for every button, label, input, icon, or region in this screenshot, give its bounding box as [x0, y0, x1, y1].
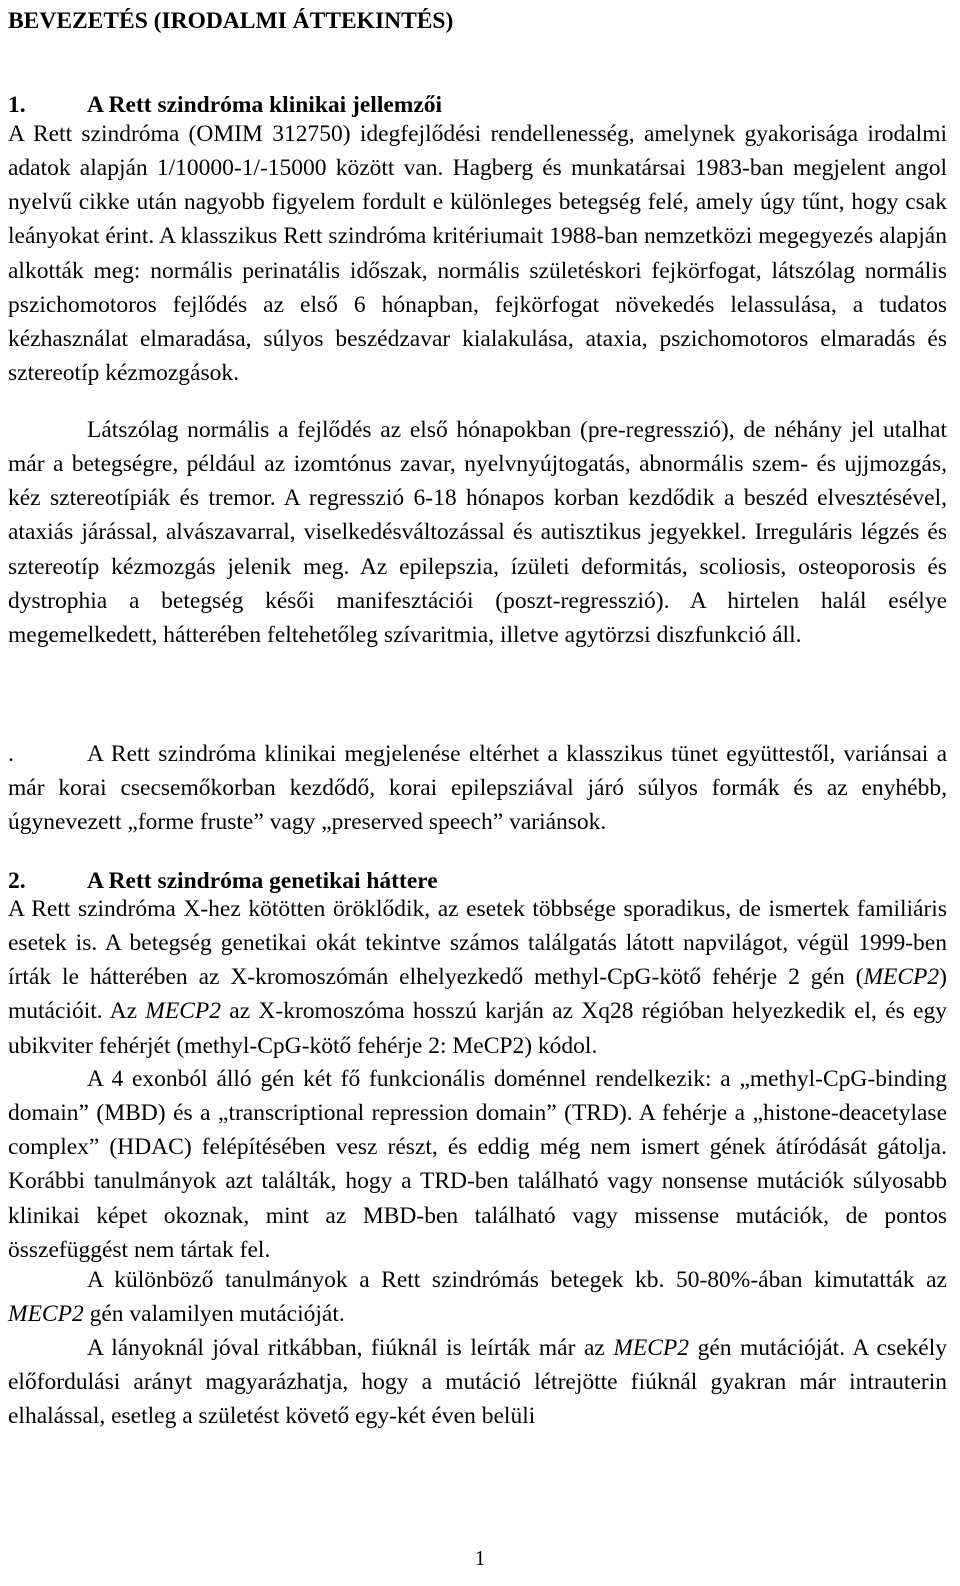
section-1-paragraph-3-text: A Rett szindróma klinikai megjelenése eltérhet a klasszikus tünet együttestől, variánsai a már korai csecsemőkorban kezdődő, korai epilepsziával járó súlyos formák és az enyhébb, úgynevezett „forme fruste” vagy „preserved speech” variánsok.: [8, 741, 947, 836]
section-2-paragraph-1-text-a: A Rett szindróma X-hez kötötten öröklődik, az esetek többsége sporadikus, de ismertek familiáris esetek is. A betegség genetikai okát tekintve számos találgatás látott napvilágot, végül 1999-ben írták le hátterében az X-kromoszómán elhelyezkedő methyl-CpG-kötő fehérje 2 gén (: [8, 896, 947, 991]
section-2-paragraph-4-text-a: A lányoknál jóval ritkábban, fiúknál is leírták már az: [87, 1335, 614, 1361]
section-2-number: 2.: [8, 868, 26, 894]
section-2-paragraph-2: A 4 exonból álló gén két fő funkcionális doménnel rendelkezik: a „methyl-CpG-binding domain” (MBD) és a „transcriptional repression domain” (TRD). A fehérje a „histone-deacetylase complex” (HDAC) felépítésében vesz részt, és eddig még nem ismert gének átíródását gátolja. Korábbi tanulmányok azt találták, hogy a TRD-ben található vagy nonsense mutációk súlyosabb klinikai képet okoznak, mint az MBD-ben található vagy missense mutációk, de pontos összefüggést nem tártak fel.: [8, 1066, 947, 1263]
gene-name-mecp2: MECP2: [613, 1335, 690, 1361]
paragraph-lead-dot: .: [8, 741, 14, 767]
document-title: BEVEZETÉS (IRODALMI ÁTTEKINTÉS): [8, 8, 454, 34]
section-1-heading: [8, 90, 442, 120]
section-2-paragraph-1: [8, 892, 947, 1063]
section-2-paragraph-3-text-a: A különböző tanulmányok a Rett szindrómás betegek kb. 50-80%-ában kimutatták az: [87, 1267, 947, 1293]
section-2-paragraph-4-text-b: gén mutációját. A csekély előfordulási arányt magyarázhatja, hogy a mutáció létrejötte fiúknál gyakran már intrauterin elhalással, esetleg a születést követő egy-két éven belüli: [8, 1335, 947, 1430]
section-2-paragraph-4: [8, 1331, 947, 1433]
section-1-number: 1.: [8, 92, 26, 118]
gene-name-mecp2: MECP2: [145, 998, 222, 1025]
section-2-paragraph-1-text-b: ) mutációit. Az: [8, 964, 947, 1025]
section-1-paragraph-2: Látszólag normális a fejlődés az első hónapokban (pre-regresszió), de néhány jel utalhat már a betegségre, például az izomtónus zavar, nyelvnyújtogatás, abnormális szem- és ujjmozgás, kéz sztereotípiák és tremor. A regresszió 6-18 hónapos korban kezdődik a beszéd elvesztésével, ataxiás járással, alvászavarral, viselkedésváltozással és autisztikus jegyekkel. Irreguláris légzés és sztereotíp kézmozgás jelenik meg. Az epilepszia, ízületi deformitás, scoliosis, osteoporosis és dystrophia a betegség késői manifesztációi (poszt-regresszió). A hirtelen halál esélye megemelkedett, hátterében feltehetőleg szívaritmia, illetve agytörzsi diszfunkció áll.: [8, 417, 947, 648]
section-2-paragraph-3-text-b: gén valamilyen mutációját.: [83, 1301, 345, 1328]
page-number: 1: [474, 1546, 486, 1570]
section-2-paragraph-3: [8, 1263, 947, 1331]
section-1-title: A Rett szindróma klinikai jellemzői: [87, 92, 443, 118]
section-1-paragraph-1: A Rett szindróma (OMIM 312750) idegfejlődési rendellenesség, amelynek gyakorisága irodalmi adatok alapján 1/10000-1/-15000 között van. Hagberg és munkatársai 1983-ban megjelent angol nyelvű cikke után nagyobb figyelem fordult e különleges betegség felé, amely úgy tűnt, hogy csak leányokat érint. A klasszikus Rett szindróma kritériumait 1988-ban nemzetközi megegyezés alapján alkották meg: normális perinatális időszak, normális születéskori fejkörfogat, látszólag normális pszichomotoros fejlődés az első 6 hónapban, fejkörfogat növekedés lelassulása, a tudatos kézhasználat elmaradása, súlyos beszédzavar kialakulása, ataxia, pszichomotoros elmaradás és sztereotíp kézmozgások.: [8, 121, 947, 387]
section-2-title: A Rett szindróma genetikai háttere: [87, 868, 438, 894]
section-1-paragraph-3: [8, 737, 947, 839]
section-2-paragraph-1-text-c: az X-kromoszóma hosszú karján az Xq28 régióban helyezkedik el, és egy ubikviter fehérjét (methyl-CpG-kötő fehérje 2: MeCP2) kódol.: [8, 998, 947, 1059]
gene-name-mecp2: MECP2: [863, 964, 940, 991]
gene-name-mecp2: MECP2: [8, 1301, 84, 1328]
